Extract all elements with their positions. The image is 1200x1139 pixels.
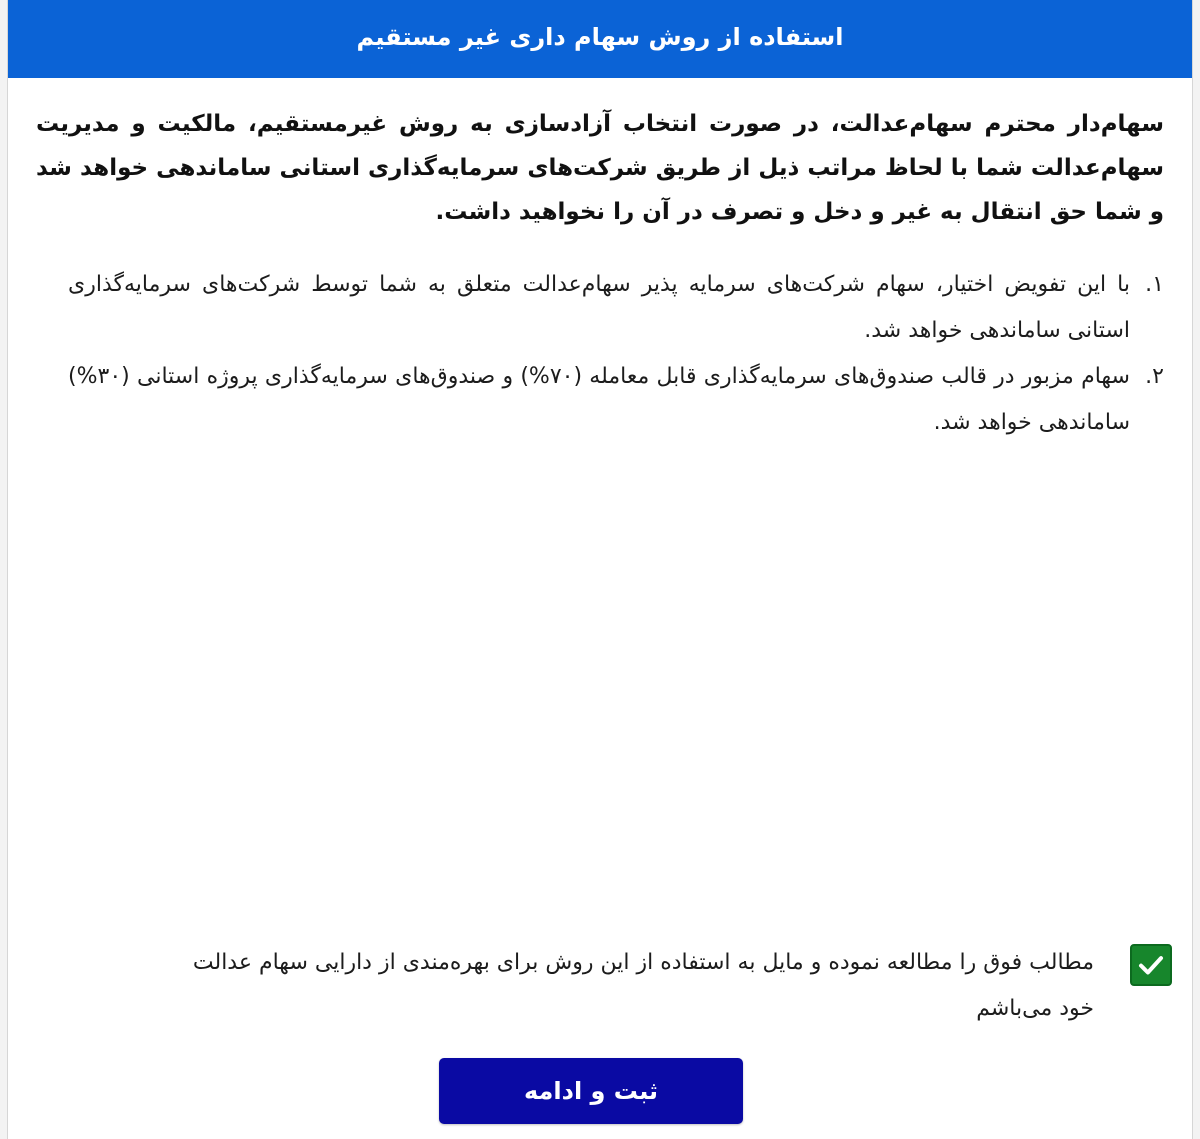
dialog-title: استفاده از روش سهام داری غیر مستقیم [356,23,844,51]
check-icon [1136,950,1166,980]
list-item-number: ۲. [1145,364,1164,389]
agreement-checkbox[interactable] [1130,944,1172,986]
submit-continue-button[interactable]: ثبت و ادامه [439,1058,743,1124]
indirect-ownership-dialog [7,0,1193,1139]
intro-paragraph: سهام‌دار محترم سهام‌عدالت، در صورت انتخاب آزادسازی به روش غیرمستقیم، مالکیت و مدیریت سهام‌عدالت شما با لحاظ مراتب ذیل از طریق شرکت‌های سرمایه‌گذاری استانی ساماندهی خواهد شد و شما حق انتقال به غیر و دخل و تصرف در آن را نخواهید داشت. [36,111,1164,225]
list-item [68,262,1164,354]
agreement-label[interactable] [36,940,1172,1032]
agreement-row [36,940,1172,1032]
list-item-text: سهام مزبور در قالب صندوق‌های سرمایه‌گذاری قابل معامله (۷۰%) و صندوق‌های سرمایه‌گذاری پروژه استانی (۳۰%) ساماندهی خواهد شد. [68,364,1130,435]
agreement-label-line1: مطالب فوق را مطالعه نموده و مایل به استفاده از این روش برای بهره‌مندی از دارایی سهام عدالت [192,950,1094,975]
conditions-list [68,262,1164,446]
agreement-label-line2: خود می‌باشم [976,996,1094,1021]
list-item [68,354,1164,446]
dialog-header [8,0,1192,78]
list-item-text: با این تفویض اختیار، سهام شرکت‌های سرمایه پذیر سهام‌عدالت متعلق به شما توسط شرکت‌های سرمایه‌گذاری استانی ساماندهی خواهد شد. [68,272,1130,343]
list-item-number: ۱. [1145,272,1164,297]
